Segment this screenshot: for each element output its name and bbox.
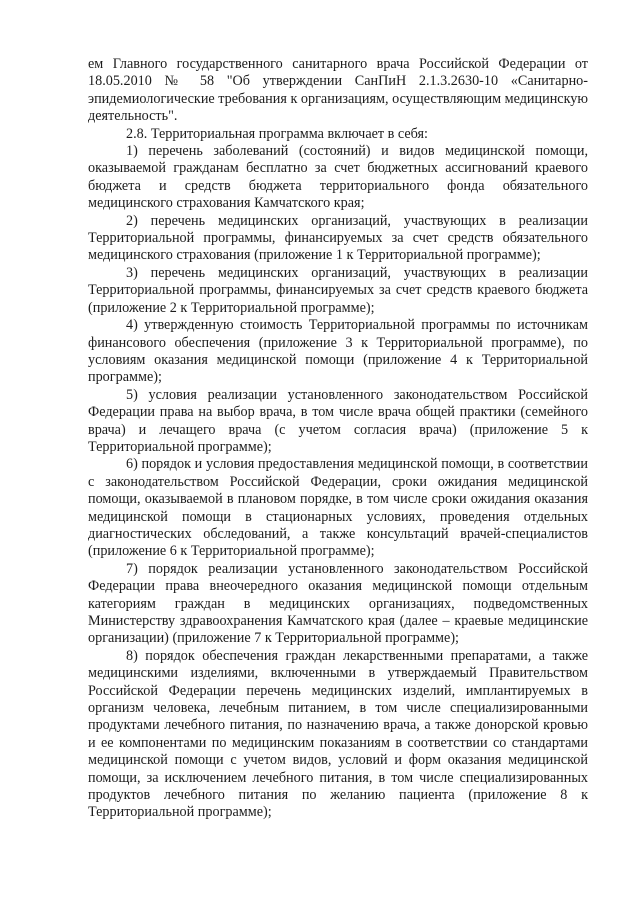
- paragraph-item-6: 6) порядок и условия предоставления медицинской помощи, в соответствии с законодательством Российской Федерации, сроки ожидания медицинской помощи, оказываемой в плановом порядке, в том числе сроки ожидания оказания медицинской помощи в стационарных условиях, проведения отдельных диагностических обследований, а также консультаций врачей-специалистов (приложение 6 к Территориальной программе);: [88, 456, 588, 560]
- document-body: [88, 56, 588, 822]
- paragraph-item-5: 5) условия реализации установленного законодательством Российской Федерации права на выбор врача, в том числе врача общей практики (семейного врача) и лечащего врача (с учетом согласия врача) (приложение 5 к Территориальной программе);: [88, 386, 588, 455]
- paragraph-item-2: 2) перечень медицинских организаций, участвующих в реализации Территориальной программы, финансируемых за счет средств обязательного медицинского страхования (приложение 1 к Территориальной программе);: [88, 212, 588, 264]
- paragraph-item-7: 7) порядок реализации установленного законодательством Российской Федерации права внеочередного оказания медицинской помощи отдельным категориям граждан в медицинских организациях, подведомственных Министерству здравоохранения Камчатского края (далее – краевые медицинские организации) (приложение 7 к Территориальной программе);: [88, 560, 588, 647]
- paragraph-item-3: 3) перечень медицинских организаций, участвующих в реализации Территориальной программы, финансируемых за счет средств краевого бюджета (приложение 2 к Территориальной программе);: [88, 264, 588, 316]
- paragraph-continuation: ем Главного государственного санитарного врача Российской Федерации от 18.05.2010 № 58 "Об утверждении СанПиН 2.1.3.2630-10 «Санитарно-эпидемиологические требования к организациям, осуществляющим медицинскую деятельность".: [88, 56, 588, 125]
- paragraph-item-8: 8) порядок обеспечения граждан лекарственными препаратами, а также медицинскими изделиями, включенными в утверждаемый Правительством Российской Федерации перечень медицинских изделий, имплантируемых в организм человека, лечебным питанием, в том числе специализированными продуктами лечебного питания, по назначению врача, а также донорской кровью и ее компонентами по медицинским показаниям в соответствии со стандартами медицинской помощи с учетом видов, условий и форм оказания медицинской помощи, за исключением лечебного питания, в том числе специализированных продуктов лечебного питания по желанию пациента (приложение 8 к Территориальной программе);: [88, 647, 588, 821]
- paragraph-item-1: 1) перечень заболеваний (состояний) и видов медицинской помощи, оказываемой гражданам бесплатно за счет бюджетных ассигнований краевого бюджета и средств бюджета территориального фонда обязательного медицинского страхования Камчатского края;: [88, 143, 588, 212]
- paragraph-section-2-8: 2.8. Территориальная программа включает в себя:: [126, 125, 429, 142]
- paragraph-item-4: 4) утвержденную стоимость Территориальной программы по источникам финансового обеспечения (приложение 3 к Территориальной программе), по условиям оказания медицинской помощи (приложение 4 к Территориальной программе);: [88, 317, 588, 386]
